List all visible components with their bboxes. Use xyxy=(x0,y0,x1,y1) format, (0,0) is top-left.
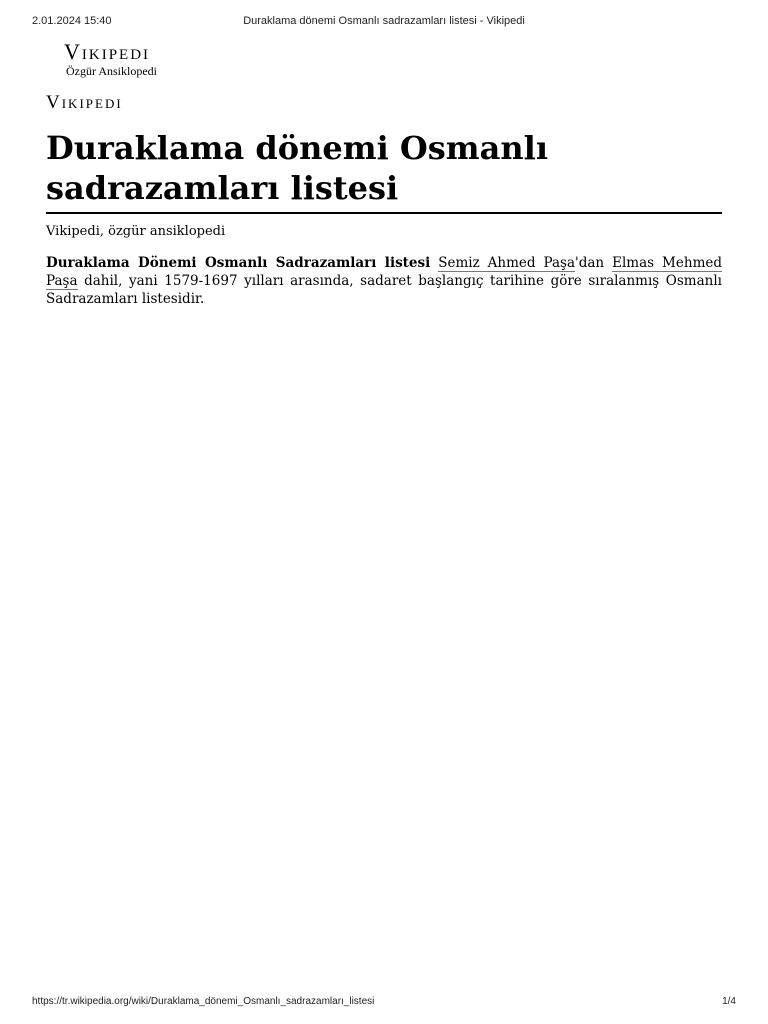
print-datetime: 2.01.2024 15:40 xyxy=(32,15,112,27)
logo-wordmark: Vikipedi xyxy=(64,39,151,64)
print-url: https://tr.wikipedia.org/wiki/Duraklama_dönemi_Osmanlı_sadrazamları_listesi xyxy=(32,996,375,1007)
intro-text-2: dahil, yani 1579-1697 yılları arasında, sadaret başlangıç tarihine göre sıralanmış Osmanlı Sadrazamları listesidir. xyxy=(46,273,722,307)
link-semiz-ahmed-pasa[interactable]: Semiz Ahmed Paşa xyxy=(438,255,576,271)
wikipedia-logo[interactable] xyxy=(64,40,157,78)
brand-wordmark: Vikipedi xyxy=(46,92,123,113)
page-subtitle: Vikipedi, özgür ansiklopedi xyxy=(46,224,226,239)
print-page-number: 1/4 xyxy=(722,996,736,1007)
print-footer xyxy=(32,996,736,1012)
print-page-title: Duraklama dönemi Osmanlı sadrazamları listesi - Vikipedi xyxy=(243,15,525,27)
print-header xyxy=(32,15,736,31)
intro-paragraph xyxy=(46,254,722,308)
page-title: Duraklama dönemi Osmanlı sadrazamları listesi xyxy=(46,128,722,214)
intro-text-1: 'dan xyxy=(575,255,613,271)
logo-tagline: Özgür Ansiklopedi xyxy=(66,64,157,78)
link-elmas-mehmed-pasa[interactable]: Elmas Mehmed Paşa xyxy=(46,255,722,289)
intro-bold-lead: Duraklama Dönemi Osmanlı Sadrazamları listesi xyxy=(46,255,431,271)
